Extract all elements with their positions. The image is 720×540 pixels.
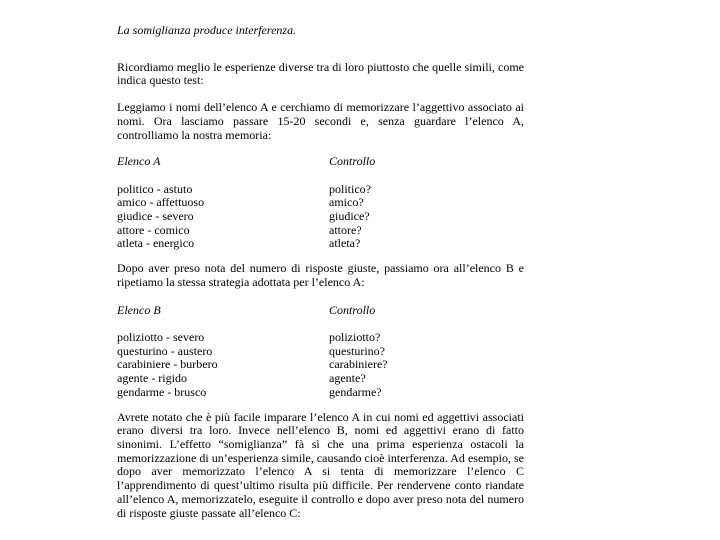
list-item: politico - astuto [117,181,193,196]
conclusion-paragraph: Avrete notato che è più facile imparare l’elenco A in cui nomi ed aggettivi associati erano diversi tra loro. Invece nell’elenco B, nomi ed aggettivi erano di fatto sinonimi. L’effetto “somiglianza” fà sì che una prima esperienza ostacoli la memorizzazione di un’esperienza simile, causando cioè interferenza. Ad esempio, se dopo aver memorizzato l’elenco A si tenta di memorizzare l’elenco C l’apprendimento di quest’ultimo risulta più difficile. Per rendervene conto riandate all’elenco A, memorizzatelo, eseguite il controllo e dopo aver preso nota del numero di risposte giuste passate all’elenco C: [117,409,524,520]
check-item: carabiniere? [329,357,388,372]
list-item: amico - affettuoso [117,195,205,210]
list-b-header: Elenco B [117,302,161,317]
check-item: giudice? [329,209,370,224]
check-item: attore? [329,222,362,237]
intro-paragraph: Ricordiamo meglio le esperienze diverse tra di loro piuttosto che quelle simili, come indica questo test: [117,59,524,88]
check-item: poliziotto? [329,330,381,345]
list-a-header: Elenco A [117,154,161,169]
list-item: atleta - energico [117,236,195,251]
list-item: poliziotto - severo [117,330,205,345]
instructions-a-paragraph: Leggiamo i nomi dell’elenco A e cerchiamo di memorizzare l’aggettivo associato ai nomi. Ora lasciamo passare 15-20 secondi e, senza guardare l’elenco A, controlliamo la nostra memoria: [117,100,524,142]
list-a-check-header: Controllo [329,154,376,169]
check-item: politico? [329,181,371,196]
list-item: gendarme - brusco [117,384,207,399]
list-b-table [117,304,524,400]
check-item: amico? [329,195,364,210]
list-item: questurino - austero [117,343,213,358]
list-b-check-header: Controllo [329,302,376,317]
list-item: carabiniere - burbero [117,357,218,372]
document-title: La somiglianza produce interferenza. [117,23,297,37]
check-item: questurino? [329,343,385,358]
check-item: gendarme? [329,384,382,399]
check-item: agente? [329,371,366,386]
list-a-table [117,155,524,251]
list-item: agente - rigido [117,371,187,386]
instructions-b-paragraph: Dopo aver preso nota del numero di risposte giuste, passiamo ora all’elenco B e ripetiamo la stessa strategia adottata per l’elenco A: [117,261,524,289]
list-item: giudice - severo [117,209,194,224]
document-page [117,24,524,520]
check-item: atleta? [329,236,361,251]
list-item: attore - comico [117,222,190,237]
